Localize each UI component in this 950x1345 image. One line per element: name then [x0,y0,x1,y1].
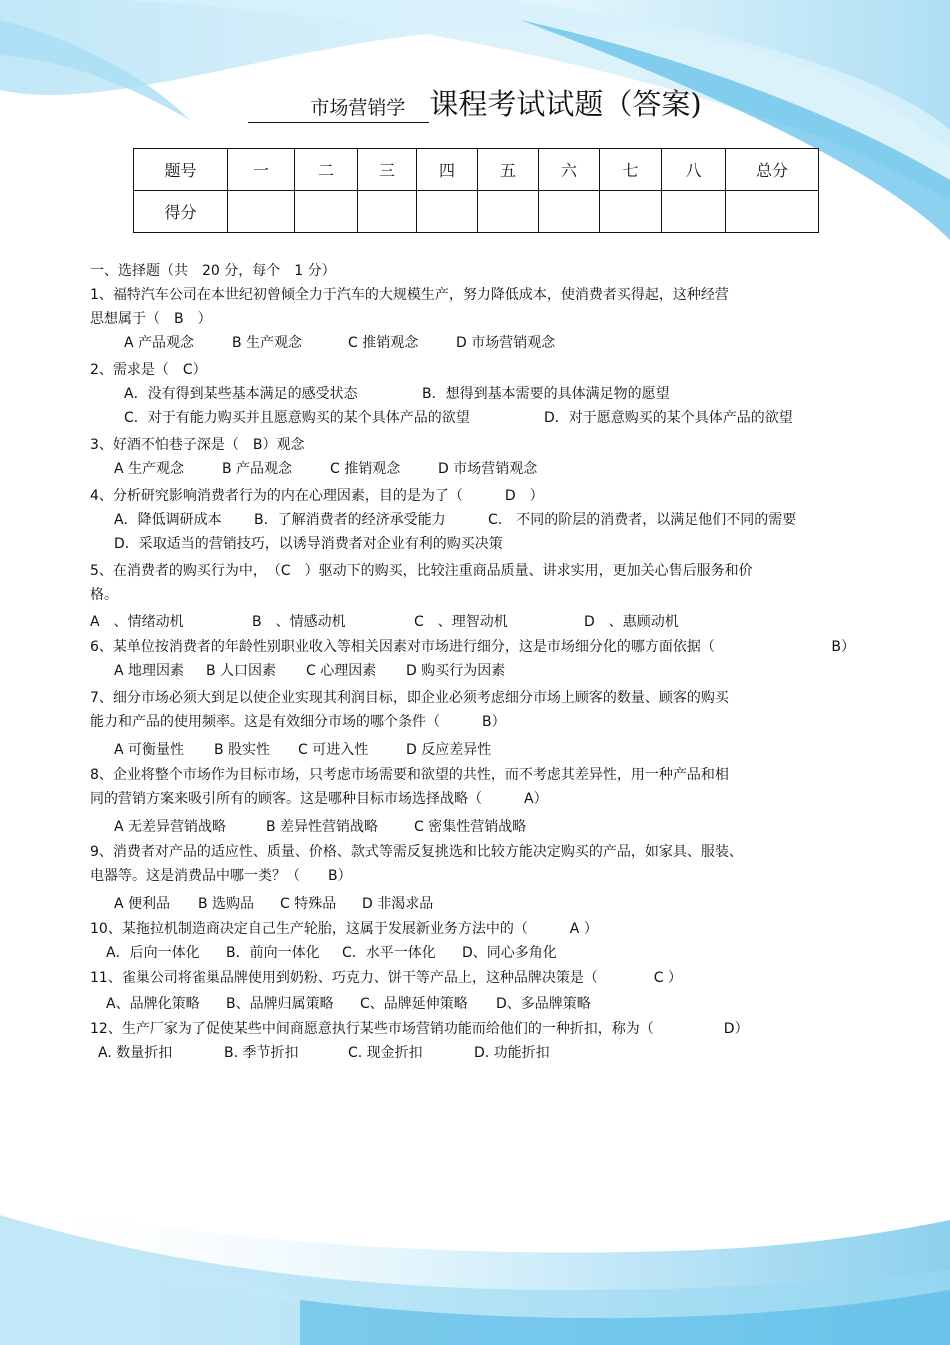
option: B 人口因素 [206,663,277,679]
question-answer: B） [831,639,855,655]
title-text: 课程考试试题（答案) [429,87,702,121]
question-options [90,508,870,532]
option: B．前向一体化 [226,945,320,961]
question-stem: 6、某单位按消费者的年龄性别职业收入等相关因素对市场进行细分，这是市场细分化的哪方面依据（ [90,639,715,655]
option: B、品牌归属策略 [226,996,334,1012]
question-stem: 1、福特汽车公司在本世纪初曾倾全力于汽车的大规模生产，努力降低成本，使消费者买得起，这种经营 [90,287,729,303]
score-header-cell: 六 [539,149,600,191]
score-header-cell: 五 [478,149,539,191]
score-header-cell: 二 [295,149,358,191]
question-stem: 2、需求是（ C） [90,362,207,378]
question-stem: 思想属于（ B ） [90,311,212,327]
option: B. 季节折扣 [224,1045,299,1061]
option: C 特殊品 [280,896,337,912]
score-header-cell: 总分 [726,149,819,191]
score-cell [539,191,600,233]
question-list [90,283,870,1066]
score-cell [662,191,726,233]
option: D．对于愿意购买的某个具体产品的欲望 [544,410,793,426]
question-options [90,941,870,965]
option: C. 不同的阶层的消费者，以满足他们不同的需要 [488,512,797,528]
question-options [90,406,870,430]
question-stem: 11、雀巢公司将雀巢品牌使用到奶粉、巧克力、饼干等产品上，这种品牌决策是（ C ） [90,970,683,986]
option: A、品牌化策略 [106,996,200,1012]
question-7 [90,686,870,762]
option: C、品牌延伸策略 [360,996,468,1012]
question-options [90,815,870,839]
option: C 推销观念 [348,335,419,351]
question-1 [90,283,870,355]
question-stem: 9、消费者对产品的适应性、质量、价格、款式等需反复挑选和比较方能决定购买的产品，如家具、服装、 [90,844,743,860]
score-cell [228,191,295,233]
question-options [90,738,870,762]
option: D 非渴求品 [362,896,434,912]
option: C 心理因素 [306,663,377,679]
question-options [90,382,870,406]
question-5 [90,559,870,634]
score-cell [726,191,819,233]
option: A 可衡量性 [114,742,185,758]
option: C．对于有能力购买并且愿意购买的某个具体产品的欲望 [124,410,470,426]
option: B 选购品 [198,896,255,912]
question-8 [90,763,870,839]
question-options [90,532,870,556]
question-stem-line [90,635,855,659]
question-11 [90,966,870,1016]
exam-title [0,82,950,123]
question-options [90,892,870,916]
option: B 差异性营销战略 [266,819,379,835]
score-cell [358,191,417,233]
question-12 [90,1017,870,1065]
option: B 产品观念 [222,461,293,477]
option: B 股实性 [214,742,271,758]
option: A 产品观念 [124,335,195,351]
question-stem: 10、某拖拉机制造商决定自己生产轮胎，这属于发展新业务方法中的（ A ） [90,921,598,937]
option: B 、情感动机 [252,614,346,630]
question-options [90,659,870,683]
option: A．后向一体化 [106,945,200,961]
question-stem: 电器等。这是消费品中哪一类？（ B） [90,868,352,884]
score-cell [417,191,478,233]
option: B．了解消费者的经济承受能力 [254,512,446,528]
option: B．想得到基本需要的具体满足物的愿望 [422,386,670,402]
option: D 反应差异性 [406,742,492,758]
question-stem: 4、分析研究影响消费者行为的内在心理因素，目的是为了（ D ） [90,488,544,504]
option: A 生产观念 [114,461,185,477]
score-header-cell: 八 [662,149,726,191]
question-10 [90,917,870,965]
question-3 [90,433,870,481]
question-stem: 8、企业将整个市场作为目标市场，只考虑市场需要和欲望的共性，而不考虑其差异性，用一种产品和相 [90,767,729,783]
option: D 购买行为因素 [406,663,506,679]
score-header-cell: 四 [417,149,478,191]
question-stem: 3、好酒不怕巷子深是（ B）观念 [90,437,305,453]
question-options [90,331,870,355]
question-4 [90,484,870,556]
option: A．降低调研成本 [114,512,222,528]
option: C 密集性营销战略 [414,819,527,835]
question-stem: 同的营销方案来吸引所有的顾客。这是哪种目标市场选择战略（ A） [90,791,548,807]
score-header-cell: 三 [358,149,417,191]
score-header-cell: 七 [600,149,662,191]
option: A．没有得到某些基本满足的感受状态 [124,386,358,402]
option: A 、情绪动机 [90,614,184,630]
question-options [90,1041,870,1065]
option: D、多品牌策略 [496,996,591,1012]
score-cell [295,191,358,233]
score-table [133,148,819,233]
question-stem: 5、在消费者的购买行为中， （C ）驱动下的购买，比较注重商品质量、讲求实用，更加关心售后服务和价 [90,563,753,579]
option: A. 数量折扣 [98,1045,173,1061]
question-stem: 能力和产品的使用频率。这是有效细分市场的哪个条件（ B） [90,714,506,730]
option: B 生产观念 [232,335,303,351]
score-table-header-row [134,149,819,191]
score-table-score-row [134,191,819,233]
section-heading: 一、选择题（共 20 分，每个 1 分） [90,263,336,279]
question-stem: 12、生产厂家为了促使某些中间商愿意执行某些市场营销功能而给他们的一种折扣，称为（ D） [90,1021,749,1037]
question-2 [90,358,870,430]
option: D. 功能折扣 [474,1045,550,1061]
option: C 、理智动机 [414,614,508,630]
score-header-cell: 题号 [134,149,228,191]
option: C. 现金折扣 [348,1045,423,1061]
option: C 推销观念 [330,461,401,477]
question-options [90,610,870,634]
question-stem: 7、细分市场必须大到足以使企业实现其利润目标，即企业必须考虑细分市场上顾客的数量、顾客的购买 [90,690,729,706]
question-options [90,457,870,481]
option: D、同心多角化 [462,945,557,961]
score-cell [478,191,539,233]
subject-name: 市场营销学 [248,93,429,123]
option: A 地理因素 [114,663,185,679]
score-row-label: 得分 [134,191,228,233]
question-options [90,992,870,1016]
option: C．水平一体化 [342,945,436,961]
question-stem: 格。 [90,587,118,603]
option: D 市场营销观念 [456,335,556,351]
option: D．采取适当的营销技巧，以诱导消费者对企业有利的购买决策 [114,536,503,552]
option: A 便利品 [114,896,171,912]
question-6 [90,635,870,683]
option: D 市场营销观念 [438,461,538,477]
score-cell [600,191,662,233]
question-9 [90,840,870,916]
option: A 无差异营销战略 [114,819,227,835]
option: C 可进入性 [298,742,369,758]
option: D 、惠顾动机 [584,614,679,630]
score-header-cell: 一 [228,149,295,191]
